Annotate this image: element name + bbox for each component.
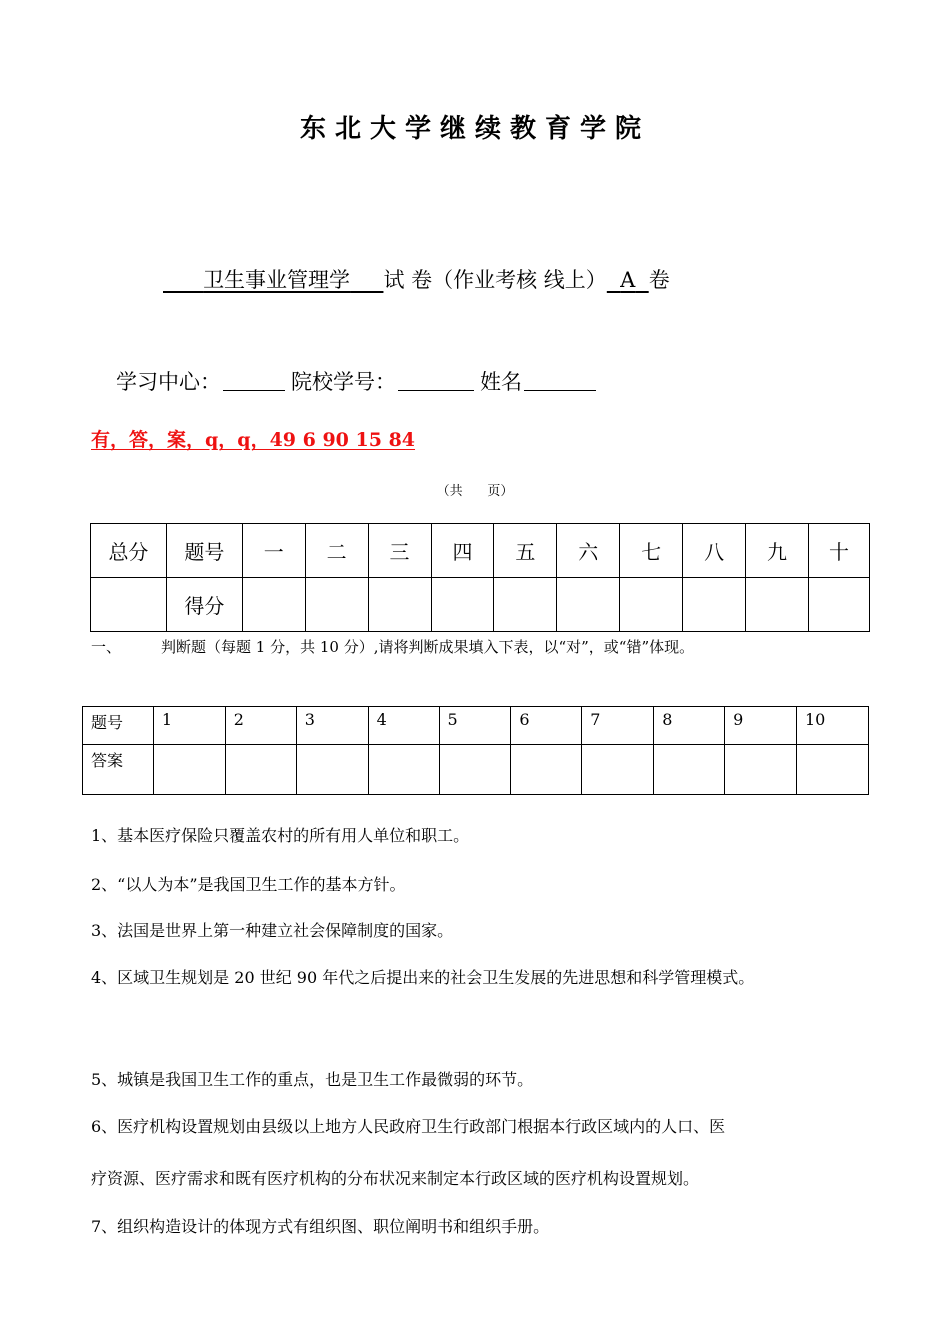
score-table-cell: 二 [305,524,368,578]
score-table-cell: 七 [620,524,683,578]
student-id-label: 院校学号： [291,370,396,394]
study-center-field[interactable] [223,370,285,391]
question-item: 3、法国是世界上第一种建立社会保障制度的国家。 [91,921,454,940]
answer-input-cell[interactable] [654,745,725,795]
page-count: （共 页） [436,484,514,499]
score-table-cell: 十 [808,524,869,578]
question-number-cell: 4 [368,707,439,745]
score-table [90,523,870,632]
question-number-cell: 6 [511,707,582,745]
name-label: 姓名 [480,370,522,394]
score-table-cell: 九 [746,524,809,578]
exam-type: 试 卷（作业考核 线上） [383,268,607,292]
score-table-cell: 三 [368,524,431,578]
contact-notice: 有，答，案，q，q，49 6 90 15 84 [91,429,416,451]
student-info-line [116,366,602,396]
exam-suffix: 卷 [648,268,670,292]
answer-input-cell[interactable] [439,745,511,795]
score-table-header-row [91,524,870,578]
question-item: 1、基本医疗保险只覆盖农村的所有用人单位和职工。 [91,826,470,845]
question-number-cell: 9 [725,707,797,745]
score-input-cell[interactable] [620,578,683,632]
answer-input-cell[interactable] [368,745,439,795]
question-item: 2、“以人为本”是我国卫生工作的基本方针。 [91,875,406,894]
score-input-cell[interactable] [368,578,431,632]
question-item-continuation: 疗资源、医疗需求和既有医疗机构的分布状况来制定本行政区域的医疗机构设置规划。 [91,1169,700,1188]
question-number-cell: 2 [225,707,296,745]
section-instruction: 判断题（每题 1 分，共 10 分）,请将判断成果填入下表，以“对”，或“错”体现。 [161,638,695,656]
answer-input-cell[interactable] [296,745,368,795]
score-row-label: 得分 [166,578,242,632]
name-field[interactable] [524,370,596,391]
exam-version: A [620,268,636,292]
score-input-cell[interactable] [557,578,620,632]
score-input-cell[interactable] [683,578,746,632]
question-number-cell: 1 [153,707,225,745]
institution-title: 东北大学继续教育学院 [299,114,650,144]
score-table-cell [91,578,167,632]
section-heading [91,636,694,657]
answer-input-cell[interactable] [725,745,797,795]
score-table-cell: 四 [431,524,494,578]
question-item: 7、组织构造设计的体现方式有组织图、职位阐明书和组织手册。 [91,1217,550,1236]
student-id-field[interactable] [398,370,474,391]
answer-row-label: 答案 [83,745,154,795]
answer-table [82,706,869,795]
score-table-cell: 总分 [91,524,167,578]
question-number-cell: 7 [582,707,654,745]
answer-input-cell[interactable] [225,745,296,795]
question-item: 4、区域卫生规划是 20 世纪 90 年代之后提出来的社会卫生发展的先进思想和科学管理模式。 [91,968,755,987]
question-number-cell: 8 [654,707,725,745]
exam-title [163,264,670,294]
study-center-label: 学习中心： [116,370,221,394]
score-input-cell[interactable] [494,578,557,632]
score-input-cell[interactable] [746,578,809,632]
score-input-cell[interactable] [431,578,494,632]
answer-table-answer-row [83,745,869,795]
answer-table-number-row [83,707,869,745]
score-input-cell[interactable] [808,578,869,632]
score-table-cell: 五 [494,524,557,578]
question-item: 5、城镇是我国卫生工作的重点，也是卫生工作最微弱的环节。 [91,1070,534,1089]
score-table-score-row [91,578,870,632]
question-number-cell: 3 [296,707,368,745]
answer-input-cell[interactable] [796,745,868,795]
score-table-cell: 题号 [166,524,242,578]
answer-table-header-label: 题号 [83,707,154,745]
answer-input-cell[interactable] [153,745,225,795]
score-table-cell: 六 [557,524,620,578]
question-number-cell: 10 [796,707,868,745]
answer-input-cell[interactable] [582,745,654,795]
section-number: 一、 [91,638,122,656]
question-item: 6、医疗机构设置规划由县级以上地方人民政府卫生行政部门根据本行政区域内的人口、医 [91,1117,726,1136]
score-table-cell: 一 [242,524,305,578]
score-input-cell[interactable] [242,578,305,632]
score-input-cell[interactable] [305,578,368,632]
question-number-cell: 5 [439,707,511,745]
score-table-cell: 八 [683,524,746,578]
course-name: 卫生事业管理学 [203,268,351,292]
answer-input-cell[interactable] [511,745,582,795]
